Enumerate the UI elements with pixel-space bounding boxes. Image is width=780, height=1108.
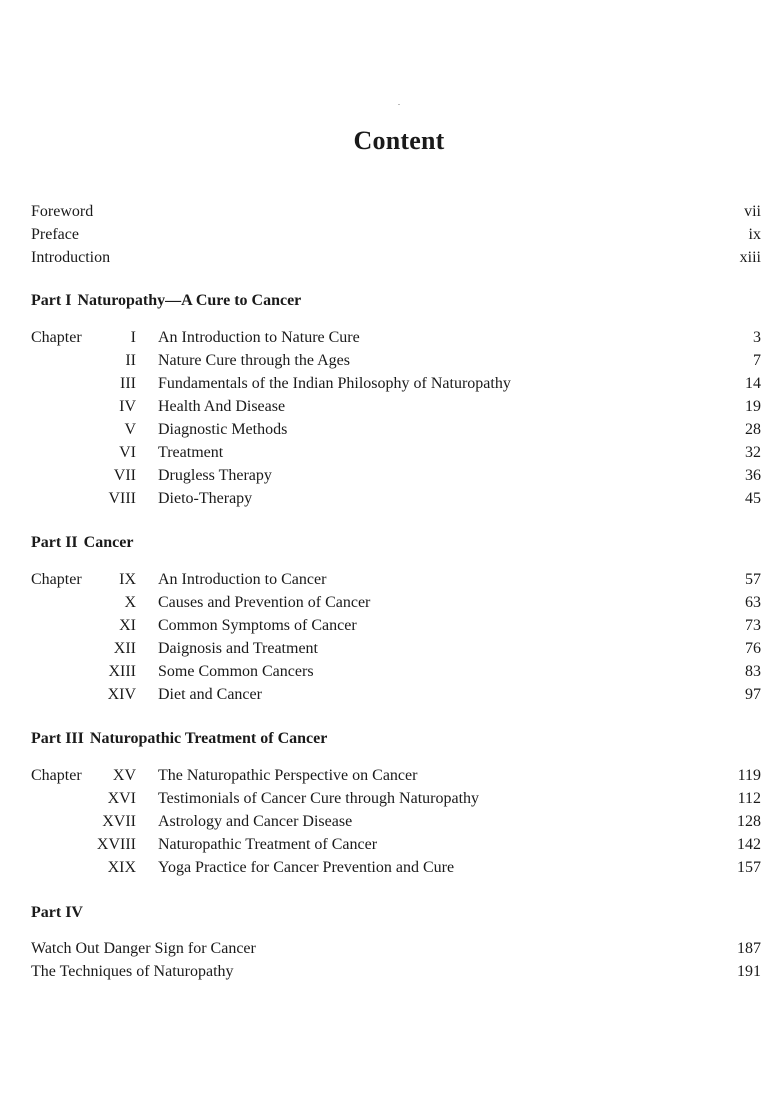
chapter-page: 142 xyxy=(737,836,761,853)
part-heading xyxy=(31,534,133,552)
chapter-title: Treatment xyxy=(158,444,224,461)
entry-page: vii xyxy=(744,203,761,220)
chapter-number: XV xyxy=(112,767,136,784)
chapter-entry[interactable] xyxy=(31,856,761,879)
chapter-entry[interactable] xyxy=(31,418,761,441)
front-matter-entry[interactable] xyxy=(31,200,761,223)
chapter-page: 36 xyxy=(745,467,761,484)
entry-label: Watch Out Danger Sign for Cancer xyxy=(31,940,256,957)
appendix-entry[interactable] xyxy=(31,937,761,960)
page-title: Content xyxy=(353,126,445,155)
chapter-entry[interactable] xyxy=(31,683,761,706)
chapter-page: 63 xyxy=(745,594,761,611)
chapter-title: Naturopathic Treatment of Cancer xyxy=(158,836,378,853)
chapter-title: Diet and Cancer xyxy=(158,686,262,703)
chapter-number: X xyxy=(124,594,136,611)
chapter-page: 7 xyxy=(753,352,761,369)
chapter-entry[interactable] xyxy=(31,591,761,614)
part-number: Part III xyxy=(31,730,84,747)
chapter-number: I xyxy=(130,329,136,346)
part-heading xyxy=(31,904,89,922)
chapter-entry[interactable] xyxy=(31,349,761,372)
chapter-list xyxy=(31,764,761,879)
part-heading xyxy=(31,730,327,748)
part-title: Cancer xyxy=(83,534,134,551)
chapter-number: VII xyxy=(113,467,136,484)
chapter-title: Some Common Cancers xyxy=(158,663,314,680)
chapter-number: XVII xyxy=(102,813,136,830)
part-number: Part IV xyxy=(31,904,83,921)
chapter-title: Common Symptoms of Cancer xyxy=(158,617,357,634)
chapter-page: 57 xyxy=(745,571,761,588)
entry-page: xiii xyxy=(739,249,761,266)
chapter-page: 14 xyxy=(745,375,761,392)
chapter-page: 76 xyxy=(745,640,761,657)
chapter-title: An Introduction to Nature Cure xyxy=(158,329,360,346)
entry-label: Introduction xyxy=(31,249,111,266)
chapter-page: 112 xyxy=(737,790,761,807)
chapter-entry[interactable] xyxy=(31,326,761,349)
entry-label: The Techniques of Naturopathy xyxy=(31,963,234,980)
chapter-entry[interactable] xyxy=(31,637,761,660)
part-title: Naturopathy—A Cure to Cancer xyxy=(77,292,302,309)
chapter-title: Fundamentals of the Indian Philosophy of Naturopathy xyxy=(158,375,511,392)
appendix-entry[interactable] xyxy=(31,960,761,983)
chapter-number: IX xyxy=(119,571,136,588)
chapter-number: XIX xyxy=(107,859,136,876)
chapter-entry[interactable] xyxy=(31,833,761,856)
chapter-number: XII xyxy=(113,640,136,657)
chapter-title: An Introduction to Cancer xyxy=(158,571,327,588)
scan-speck xyxy=(398,104,400,105)
chapter-list xyxy=(31,326,761,510)
entry-page: ix xyxy=(748,226,761,243)
part-title: Naturopathic Treatment of Cancer xyxy=(89,730,328,747)
chapter-number: V xyxy=(124,421,136,438)
chapter-entry[interactable] xyxy=(31,464,761,487)
entry-page: 191 xyxy=(737,963,761,980)
front-matter-list xyxy=(31,200,761,269)
chapter-word: Chapter xyxy=(31,767,82,784)
chapter-title: Causes and Prevention of Cancer xyxy=(158,594,371,611)
chapter-number: IV xyxy=(119,398,136,415)
chapter-page: 45 xyxy=(745,490,761,507)
chapter-title: Astrology and Cancer Disease xyxy=(158,813,353,830)
chapter-page: 19 xyxy=(745,398,761,415)
chapter-entry[interactable] xyxy=(31,787,761,810)
front-matter-entry[interactable] xyxy=(31,223,761,246)
chapter-title: Daignosis and Treatment xyxy=(158,640,318,657)
chapter-title: Diagnostic Methods xyxy=(158,421,288,438)
chapter-entry[interactable] xyxy=(31,660,761,683)
chapter-entry[interactable] xyxy=(31,810,761,833)
chapter-title: Health And Disease xyxy=(158,398,286,415)
chapter-entry[interactable] xyxy=(31,441,761,464)
chapter-entry[interactable] xyxy=(31,372,761,395)
entry-page: 187 xyxy=(737,940,761,957)
chapter-list xyxy=(31,568,761,706)
chapter-entry[interactable] xyxy=(31,568,761,591)
chapter-entry[interactable] xyxy=(31,614,761,637)
chapter-number: III xyxy=(120,375,136,392)
chapter-title: Testimonials of Cancer Cure through Naturopathy xyxy=(158,790,480,807)
chapter-number: XIII xyxy=(108,663,136,680)
chapter-entry[interactable] xyxy=(31,764,761,787)
appendix-list xyxy=(31,937,761,983)
chapter-page: 73 xyxy=(745,617,761,634)
chapter-entry[interactable] xyxy=(31,487,761,510)
chapter-page: 32 xyxy=(745,444,761,461)
chapter-page: 128 xyxy=(737,813,761,830)
entry-label: Foreword xyxy=(31,203,94,220)
chapter-number: XVIII xyxy=(96,836,136,853)
part-number: Part II xyxy=(31,534,78,551)
entry-label: Preface xyxy=(31,226,79,243)
chapter-entry[interactable] xyxy=(31,395,761,418)
chapter-number: VIII xyxy=(108,490,136,507)
chapter-page: 28 xyxy=(745,421,761,438)
front-matter-entry[interactable] xyxy=(31,246,761,269)
chapter-page: 157 xyxy=(737,859,761,876)
chapter-number: XI xyxy=(119,617,136,634)
chapter-number: VI xyxy=(119,444,136,461)
chapter-title: Drugless Therapy xyxy=(158,467,272,484)
chapter-number: XIV xyxy=(107,686,136,703)
chapter-word: Chapter xyxy=(31,571,82,588)
chapter-title: Dieto-Therapy xyxy=(158,490,253,507)
chapter-title: The Naturopathic Perspective on Cancer xyxy=(158,767,418,784)
chapter-page: 119 xyxy=(737,767,761,784)
chapter-title: Nature Cure through the Ages xyxy=(158,352,350,369)
part-heading xyxy=(31,292,301,310)
chapter-page: 3 xyxy=(753,329,761,346)
chapter-word: Chapter xyxy=(31,329,82,346)
part-number: Part I xyxy=(31,292,72,309)
chapter-number: II xyxy=(125,352,136,369)
chapter-page: 83 xyxy=(745,663,761,680)
chapter-title: Yoga Practice for Cancer Prevention and Cure xyxy=(158,859,455,876)
chapter-number: XVI xyxy=(107,790,136,807)
chapter-page: 97 xyxy=(745,686,761,703)
